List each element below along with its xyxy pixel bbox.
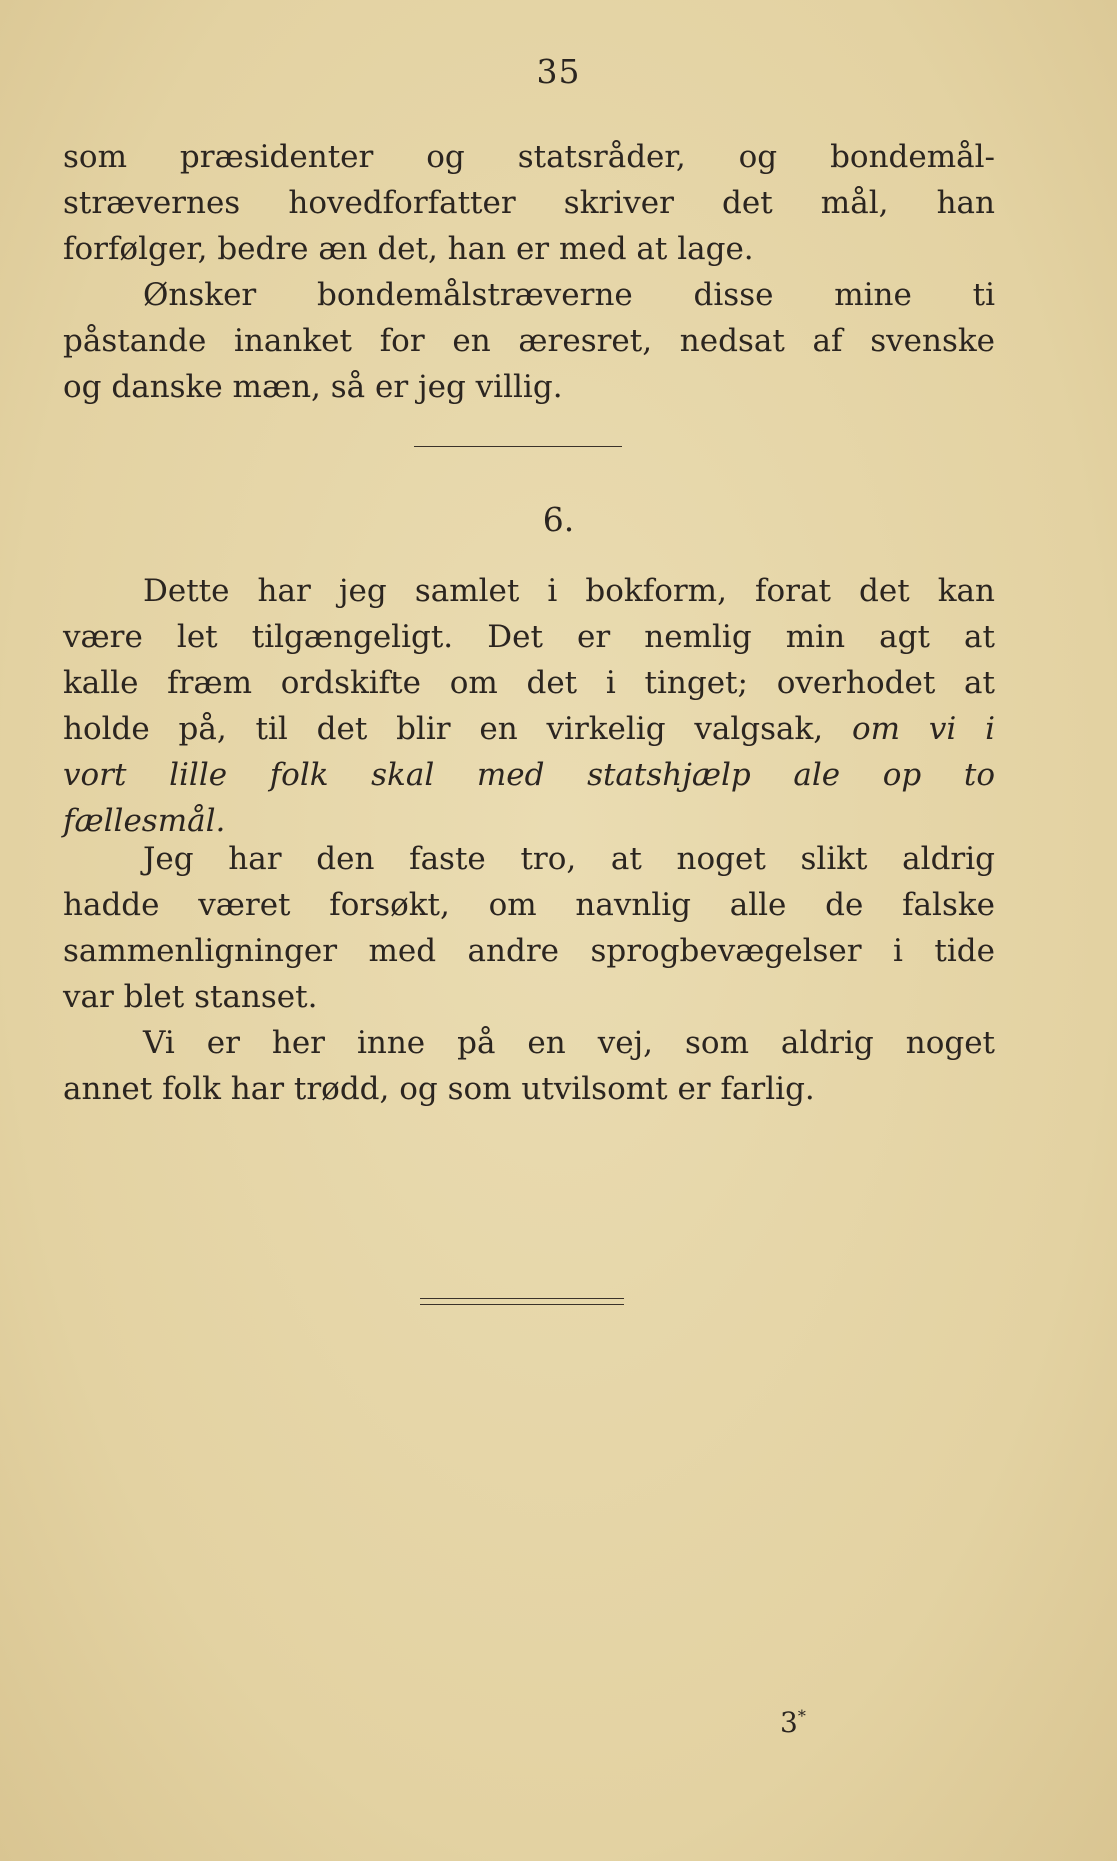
italic-text-line: vort lille folk skal med statshjælp ale op to — [63, 757, 995, 793]
text-line: Jeg har den faste tro, at noget slikt aldrig — [143, 841, 995, 877]
italic-text: om vi i — [851, 711, 995, 747]
signature-number: 3 — [780, 1706, 798, 1739]
text-line: annet folk har trødd, og som utvilsomt er farlig. — [63, 1071, 815, 1107]
text-line: hadde været forsøkt, om navnlig alle de falske — [63, 887, 995, 923]
section-divider-rule — [414, 446, 622, 447]
text-line: Dette har jeg samlet i bokform, forat det kan — [143, 573, 995, 609]
text-line: som præsidenter og statsråder, og bondemål- — [63, 139, 995, 175]
text-line-mixed — [63, 706, 995, 752]
text-line: påstande inanket for en æresret, nedsat af svenske — [63, 323, 995, 359]
paragraph-3 — [63, 568, 995, 844]
text-line: være let tilgængeligt. Det er nemlig min agt at — [63, 619, 995, 655]
signature-asterisk: * — [797, 1706, 806, 1726]
page-number: 35 — [536, 52, 581, 91]
text-line: strævernes hovedforfatter skriver det mål, han — [63, 185, 995, 221]
signature-mark — [780, 1706, 806, 1739]
paragraph-2 — [63, 272, 995, 410]
paragraph-4 — [63, 836, 995, 1020]
paragraph-5 — [63, 1020, 995, 1112]
text-line: forfølger, bedre æn det, han er med at lage. — [63, 231, 754, 267]
text-line: sammenligninger med andre sprogbevægelser i tide — [63, 933, 995, 969]
text-line: kalle fræm ordskifte om det i tinget; overhodet at — [63, 665, 995, 701]
text-line: var blet stanset. — [63, 979, 318, 1015]
regular-text: holde på, til det blir en virkelig valgsak, — [63, 711, 824, 747]
text-line: Vi er her inne på en vej, som aldrig noget — [143, 1025, 995, 1061]
section-number: 6. — [542, 500, 575, 539]
text-line: og danske mæn, så er jeg villig. — [63, 369, 563, 405]
italic-text-line: fællesmål. — [63, 803, 226, 839]
paragraph-1 — [63, 134, 995, 272]
text-line: Ønsker bondemålstræverne disse mine ti — [143, 277, 995, 313]
end-double-rule — [420, 1298, 624, 1305]
